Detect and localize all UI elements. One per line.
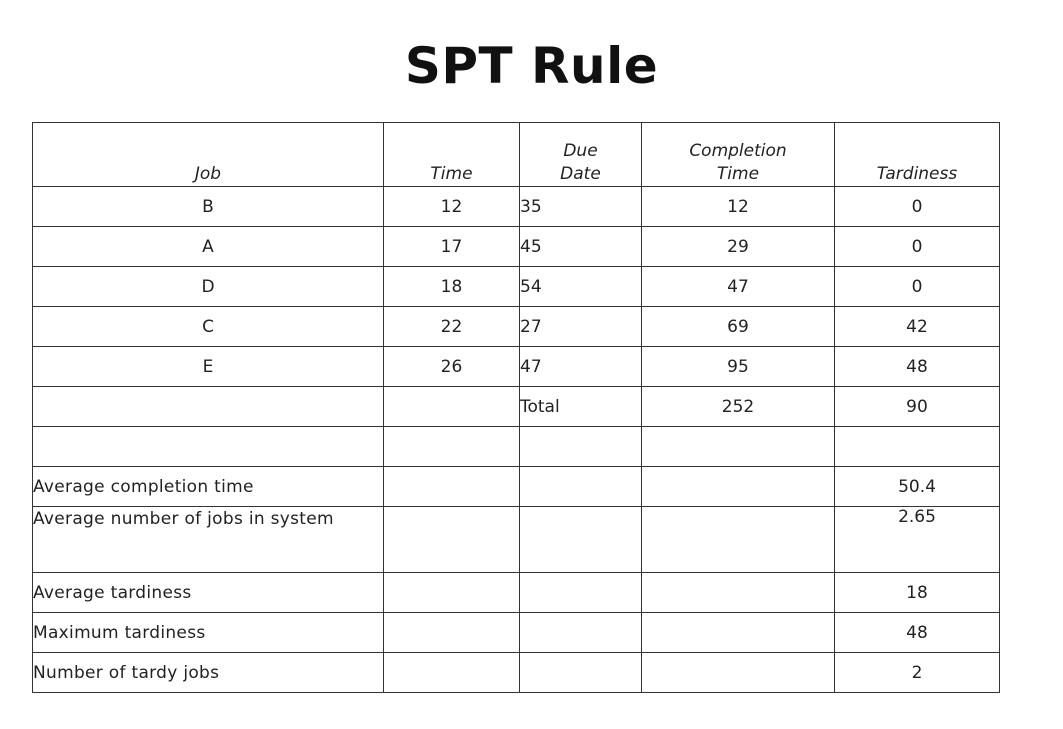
header-completion-time bbox=[642, 123, 835, 187]
due-date-cell: 47 bbox=[520, 347, 642, 387]
empty-cell bbox=[384, 427, 520, 467]
due-date-cell: 45 bbox=[520, 227, 642, 267]
table-row bbox=[33, 347, 1000, 387]
empty-cell bbox=[520, 613, 642, 653]
empty-cell bbox=[642, 467, 835, 507]
summary-row-max-tardiness bbox=[33, 613, 1000, 653]
table-row bbox=[33, 227, 1000, 267]
header-due-date-line1: Due bbox=[563, 141, 598, 161]
job-cell: A bbox=[33, 227, 384, 267]
tardiness-cell: 0 bbox=[835, 227, 1000, 267]
empty-cell bbox=[642, 573, 835, 613]
header-job: Job bbox=[33, 123, 384, 187]
header-tardiness: Tardiness bbox=[835, 123, 1000, 187]
due-date-cell: 27 bbox=[520, 307, 642, 347]
empty-cell bbox=[384, 467, 520, 507]
tardiness-cell: 0 bbox=[835, 187, 1000, 227]
summary-value: 50.4 bbox=[835, 467, 1000, 507]
total-row bbox=[33, 387, 1000, 427]
time-cell: 12 bbox=[384, 187, 520, 227]
header-completion-line2: Time bbox=[716, 164, 760, 184]
job-cell: B bbox=[33, 187, 384, 227]
completion-cell: 12 bbox=[642, 187, 835, 227]
summary-row-avg-jobs bbox=[33, 507, 1000, 573]
summary-label: Average tardiness bbox=[33, 573, 384, 613]
spt-table bbox=[32, 122, 1000, 693]
header-row bbox=[33, 123, 1000, 187]
header-time: Time bbox=[384, 123, 520, 187]
tardiness-cell: 48 bbox=[835, 347, 1000, 387]
time-cell: 22 bbox=[384, 307, 520, 347]
due-date-cell: 35 bbox=[520, 187, 642, 227]
table-row bbox=[33, 307, 1000, 347]
completion-cell: 29 bbox=[642, 227, 835, 267]
summary-row-avg-completion bbox=[33, 467, 1000, 507]
empty-cell bbox=[33, 387, 384, 427]
time-cell: 26 bbox=[384, 347, 520, 387]
blank-row bbox=[33, 427, 1000, 467]
header-due-date bbox=[520, 123, 642, 187]
summary-row-avg-tardiness bbox=[33, 573, 1000, 613]
empty-cell bbox=[642, 507, 835, 573]
empty-cell bbox=[384, 653, 520, 693]
summary-value: 18 bbox=[835, 573, 1000, 613]
empty-cell bbox=[520, 467, 642, 507]
table-row bbox=[33, 187, 1000, 227]
empty-cell bbox=[642, 653, 835, 693]
completion-cell: 95 bbox=[642, 347, 835, 387]
summary-label: Average completion time bbox=[33, 467, 384, 507]
summary-value: 2.65 bbox=[835, 507, 1000, 573]
tardiness-cell: 0 bbox=[835, 267, 1000, 307]
summary-label: Number of tardy jobs bbox=[33, 653, 384, 693]
tardiness-cell: 42 bbox=[835, 307, 1000, 347]
empty-cell bbox=[520, 573, 642, 613]
empty-cell bbox=[384, 613, 520, 653]
empty-cell bbox=[835, 427, 1000, 467]
empty-cell bbox=[384, 387, 520, 427]
completion-cell: 69 bbox=[642, 307, 835, 347]
summary-value: 48 bbox=[835, 613, 1000, 653]
empty-cell bbox=[642, 427, 835, 467]
time-cell: 17 bbox=[384, 227, 520, 267]
job-cell: C bbox=[33, 307, 384, 347]
job-cell: D bbox=[33, 267, 384, 307]
empty-cell bbox=[520, 427, 642, 467]
header-due-date-line2: Date bbox=[560, 164, 601, 184]
total-completion: 252 bbox=[642, 387, 835, 427]
job-cell: E bbox=[33, 347, 384, 387]
summary-label: Average number of jobs in system bbox=[33, 507, 384, 573]
time-cell: 18 bbox=[384, 267, 520, 307]
total-label: Total bbox=[520, 387, 642, 427]
completion-cell: 47 bbox=[642, 267, 835, 307]
page-title: SPT Rule bbox=[404, 37, 659, 95]
empty-cell bbox=[520, 507, 642, 573]
table-row bbox=[33, 267, 1000, 307]
summary-label: Maximum tardiness bbox=[33, 613, 384, 653]
empty-cell bbox=[33, 427, 384, 467]
summary-row-tardy-jobs bbox=[33, 653, 1000, 693]
empty-cell bbox=[384, 507, 520, 573]
header-completion-line1: Completion bbox=[689, 141, 787, 161]
total-tardiness: 90 bbox=[835, 387, 1000, 427]
due-date-cell: 54 bbox=[520, 267, 642, 307]
summary-value: 2 bbox=[835, 653, 1000, 693]
empty-cell bbox=[520, 653, 642, 693]
empty-cell bbox=[384, 573, 520, 613]
empty-cell bbox=[642, 613, 835, 653]
